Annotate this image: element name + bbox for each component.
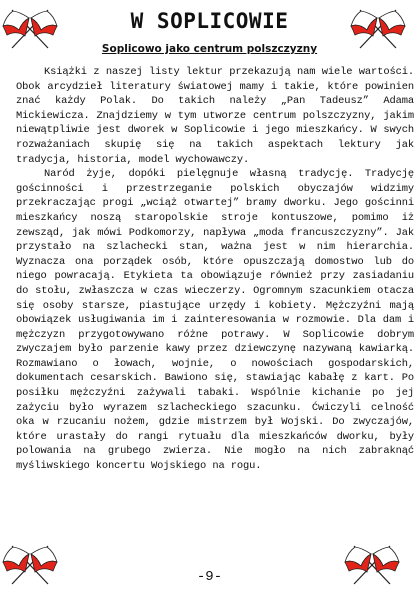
page-number: -9- xyxy=(196,569,223,585)
page-subtitle xyxy=(0,43,419,55)
page-subtitle-text: Soplicowo jako centrum polszczyzny xyxy=(101,43,318,55)
article-body xyxy=(16,65,414,474)
page-title: W SOPLICOWIE xyxy=(130,9,289,33)
paragraph: Naród żyje, dopóki pielęgnuje własną tradycję. Tradycję gościnności i przestrzeganie polskich obyczajów widzimy przekraczając progi „wciąż otwartej” bramy dworku. Jego gościnni mieszkańcy noszą staropolskie stroje kontuszowe, pomimo iż zewsząd, jak mówi Podkomorzy, napływa „moda francuszczyzny”. Jak przystało na szlachecki stan, ważna jest w nim hierarchia. Wyznacza ona porządek osób, które opuszczają domostwo lub do niego powracają. Etykieta ta obowiązuje również przy zasiadaniu do stołu, zwłaszcza w czas wieczerzy. Ogromnym szacunkiem otacza się osoby starsze, piastujące urzędy i kobiety. Mężczyźni mają obowiązek usługiwania im i zainteresowania w rozmowie. Dla dam i mężczyzn przygotowywano różne potrawy. W Soplicowie dobrym zwyczajem było parzenie kawy przez dziewczynę nazywaną kawiarką. Rozmawiano o łowach, wojnie, o nowościach gospodarskich, dokumentach cesarskich. Bawiono się, stawiając kabałę z kart. Po posiłku mężczyźni zażywali tabaki. Wspólnie kichanie po jej zażyciu było wyrazem szlacheckiego szacunku. Ćwiczyli celność oka w rzucaniu nożem, gdzie mistrzem był Wojski. Do zwyczajów, które urastały do rangi rytuału dla mieszkańców dworku, były polowania na grubego zwierza. Nie mogło na nich zabraknąć myśliwskiego koncertu Wojskiego na rogu. xyxy=(16,168,414,473)
paragraph: Książki z naszej listy lektur przekazują nam wiele wartości. Obok arcydzieł literatury światowej mamy i takie, które powinien znać każdy Polak. Do takich należy „Pan Tadeusz” Adama Mickiewicza. Znajdziemy w tym utworze centrum polszczyzny, jakim niewątpliwie jest dworek w Soplicowie i jego mieszkańcy. W swych rozważaniach skupię się na takich aspektach lektury jak tradycja, historia, model wychowawczy. xyxy=(16,66,414,166)
